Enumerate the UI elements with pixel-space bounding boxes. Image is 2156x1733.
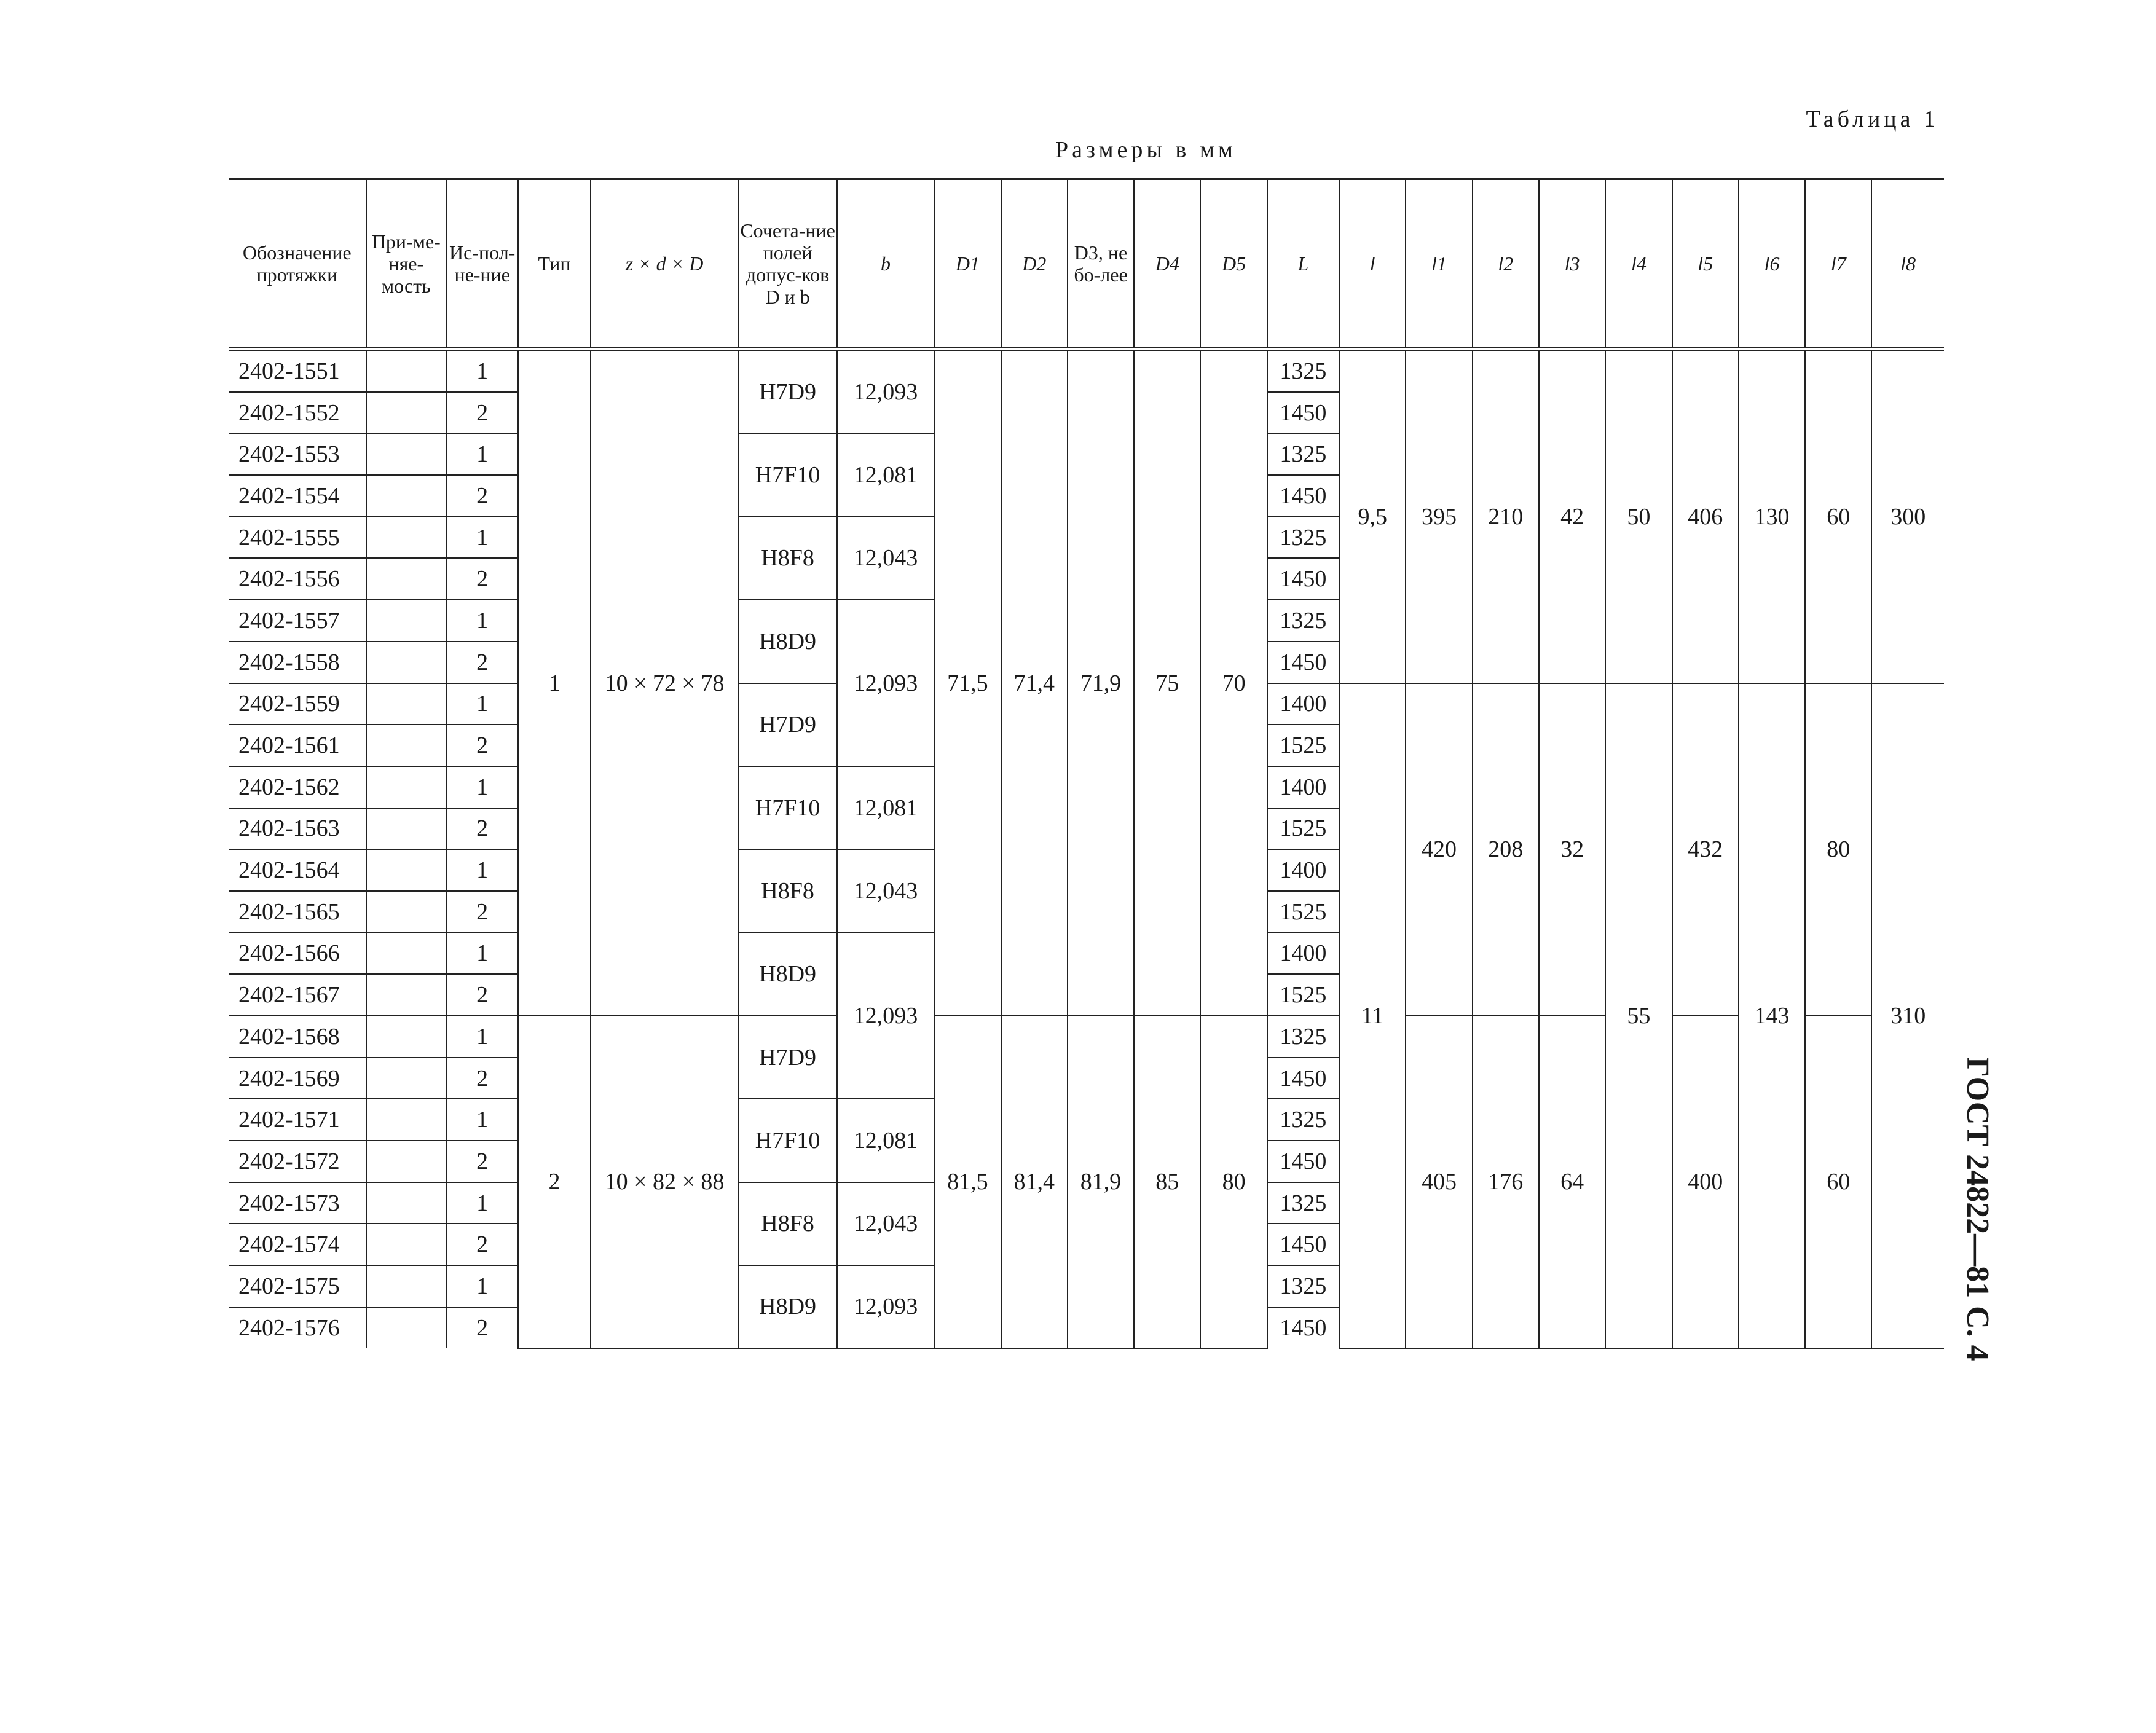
designation-cell: 2402-1571 xyxy=(229,1099,366,1141)
D3-cell: 71,9 xyxy=(1068,349,1134,1016)
header-applicability: При-ме-няе-мость xyxy=(366,179,446,350)
header-row xyxy=(229,179,1944,350)
fits-cell: H8D9 xyxy=(738,1265,836,1348)
l6-cell: 143 xyxy=(1739,683,1805,1348)
applicability-cell xyxy=(366,558,446,600)
zdD-cell: 10 × 82 × 88 xyxy=(591,1016,739,1348)
document-side-label: ГОСТ 24822—81 С. 4 xyxy=(1960,1057,1995,1361)
applicability-cell xyxy=(366,891,446,933)
b-cell: 12,093 xyxy=(837,600,934,766)
D3-cell: 81,9 xyxy=(1068,1016,1134,1348)
l1-cell: 420 xyxy=(1406,683,1472,1016)
b-cell: 12,081 xyxy=(837,766,934,849)
applicability-cell xyxy=(366,849,446,891)
D4-cell: 85 xyxy=(1134,1016,1200,1348)
version-cell: 2 xyxy=(446,558,518,600)
applicability-cell xyxy=(366,933,446,975)
designation-cell: 2402-1553 xyxy=(229,433,366,475)
l8-cell: 300 xyxy=(1871,349,1944,683)
header-l3: l3 xyxy=(1539,179,1605,350)
L-cell: 1525 xyxy=(1267,725,1339,766)
header-D1: D1 xyxy=(934,179,1001,350)
version-cell: 2 xyxy=(446,642,518,683)
header-l5: l5 xyxy=(1672,179,1739,350)
version-cell: 2 xyxy=(446,725,518,766)
applicability-cell xyxy=(366,642,446,683)
b-cell: 12,093 xyxy=(837,933,934,1099)
fits-cell: H7D9 xyxy=(738,1016,836,1099)
l1-cell: 405 xyxy=(1406,1016,1472,1348)
applicability-cell xyxy=(366,766,446,808)
D5-cell: 70 xyxy=(1200,349,1267,1016)
version-cell: 1 xyxy=(446,1016,518,1058)
designation-cell: 2402-1572 xyxy=(229,1141,366,1182)
fits-cell: H7F10 xyxy=(738,433,836,516)
L-cell: 1450 xyxy=(1267,1058,1339,1099)
l2-cell: 176 xyxy=(1473,1016,1539,1348)
version-cell: 1 xyxy=(446,600,518,642)
version-cell: 2 xyxy=(446,974,518,1016)
applicability-cell xyxy=(366,808,446,850)
fits-cell: H7F10 xyxy=(738,766,836,849)
l4-cell: 50 xyxy=(1605,349,1672,683)
L-cell: 1450 xyxy=(1267,392,1339,434)
type-cell: 1 xyxy=(518,349,590,1016)
l7-cell: 60 xyxy=(1805,349,1871,683)
b-cell: 12,043 xyxy=(837,849,934,932)
fits-cell: H7D9 xyxy=(738,683,836,766)
units-caption: Размеры в мм xyxy=(1055,137,1237,163)
fits-cell: H7D9 xyxy=(738,349,836,433)
applicability-cell xyxy=(366,600,446,642)
fits-cell: H8D9 xyxy=(738,600,836,683)
L-cell: 1400 xyxy=(1267,933,1339,975)
designation-cell: 2402-1574 xyxy=(229,1224,366,1265)
applicability-cell xyxy=(366,1016,446,1058)
b-cell: 12,093 xyxy=(837,1265,934,1348)
L-cell: 1325 xyxy=(1267,1182,1339,1224)
fits-cell: H8F8 xyxy=(738,517,836,600)
header-version: Ис-пол-не-ние xyxy=(446,179,518,350)
header-designation: Обозначение протяжки xyxy=(229,179,366,350)
l7-cell: 80 xyxy=(1805,683,1871,1016)
designation-cell: 2402-1555 xyxy=(229,517,366,559)
applicability-cell xyxy=(366,725,446,766)
b-cell: 12,081 xyxy=(837,433,934,516)
designation-cell: 2402-1561 xyxy=(229,725,366,766)
D2-cell: 71,4 xyxy=(1001,349,1068,1016)
D4-cell: 75 xyxy=(1134,349,1200,1016)
L-cell: 1450 xyxy=(1267,1307,1339,1348)
header-D5: D5 xyxy=(1200,179,1267,350)
L-cell: 1325 xyxy=(1267,517,1339,559)
version-cell: 2 xyxy=(446,475,518,517)
l-cell: 9,5 xyxy=(1339,349,1406,683)
b-cell: 12,043 xyxy=(837,517,934,600)
designation-cell: 2402-1566 xyxy=(229,933,366,975)
L-cell: 1450 xyxy=(1267,642,1339,683)
version-cell: 1 xyxy=(446,933,518,975)
designation-cell: 2402-1558 xyxy=(229,642,366,683)
designation-cell: 2402-1576 xyxy=(229,1307,366,1348)
applicability-cell xyxy=(366,517,446,559)
header-l8: l8 xyxy=(1871,179,1944,350)
L-cell: 1450 xyxy=(1267,558,1339,600)
applicability-cell xyxy=(366,1265,446,1307)
L-cell: 1325 xyxy=(1267,349,1339,392)
D1-cell: 81,5 xyxy=(934,1016,1001,1348)
designation-cell: 2402-1573 xyxy=(229,1182,366,1224)
designation-cell: 2402-1564 xyxy=(229,849,366,891)
designation-cell: 2402-1563 xyxy=(229,808,366,850)
header-type: Тип xyxy=(518,179,590,350)
header-fits: Сочета-ние полей допус-ков D и b xyxy=(738,179,836,350)
designation-cell: 2402-1565 xyxy=(229,891,366,933)
version-cell: 1 xyxy=(446,349,518,392)
table-row xyxy=(229,349,1944,392)
version-cell: 1 xyxy=(446,766,518,808)
l7-cell: 60 xyxy=(1805,1016,1871,1348)
header-zdD: z × d × D xyxy=(591,179,739,350)
L-cell: 1400 xyxy=(1267,683,1339,725)
version-cell: 1 xyxy=(446,849,518,891)
L-cell: 1525 xyxy=(1267,891,1339,933)
b-cell: 12,093 xyxy=(837,349,934,433)
designation-cell: 2402-1567 xyxy=(229,974,366,1016)
applicability-cell xyxy=(366,1141,446,1182)
designation-cell: 2402-1569 xyxy=(229,1058,366,1099)
table-caption: Таблица 1 xyxy=(1806,106,1939,132)
L-cell: 1325 xyxy=(1267,1016,1339,1058)
version-cell: 2 xyxy=(446,392,518,434)
version-cell: 2 xyxy=(446,1058,518,1099)
designation-cell: 2402-1568 xyxy=(229,1016,366,1058)
L-cell: 1525 xyxy=(1267,808,1339,850)
fits-cell: H8F8 xyxy=(738,849,836,932)
applicability-cell xyxy=(366,1099,446,1141)
fits-cell: H7F10 xyxy=(738,1099,836,1182)
b-cell: 12,081 xyxy=(837,1099,934,1182)
L-cell: 1450 xyxy=(1267,475,1339,517)
header-l: l xyxy=(1339,179,1406,350)
version-cell: 2 xyxy=(446,1307,518,1348)
designation-cell: 2402-1575 xyxy=(229,1265,366,1307)
version-cell: 1 xyxy=(446,1265,518,1307)
version-cell: 1 xyxy=(446,683,518,725)
applicability-cell xyxy=(366,1307,446,1348)
zdD-cell: 10 × 72 × 78 xyxy=(591,349,739,1016)
l3-cell: 64 xyxy=(1539,1016,1605,1348)
applicability-cell xyxy=(366,392,446,434)
l3-cell: 32 xyxy=(1539,683,1605,1016)
l8-cell: 310 xyxy=(1871,683,1944,1348)
L-cell: 1450 xyxy=(1267,1141,1339,1182)
L-cell: 1400 xyxy=(1267,766,1339,808)
L-cell: 1325 xyxy=(1267,433,1339,475)
version-cell: 2 xyxy=(446,808,518,850)
l3-cell: 42 xyxy=(1539,349,1605,683)
l5-cell: 432 xyxy=(1672,683,1739,1016)
type-cell: 2 xyxy=(518,1016,590,1348)
designation-cell: 2402-1557 xyxy=(229,600,366,642)
applicability-cell xyxy=(366,1182,446,1224)
applicability-cell xyxy=(366,974,446,1016)
designation-cell: 2402-1556 xyxy=(229,558,366,600)
l5-cell: 400 xyxy=(1672,1016,1739,1348)
D1-cell: 71,5 xyxy=(934,349,1001,1016)
applicability-cell xyxy=(366,433,446,475)
l4-cell: 55 xyxy=(1605,683,1672,1348)
applicability-cell xyxy=(366,1058,446,1099)
L-cell: 1400 xyxy=(1267,849,1339,891)
L-cell: 1325 xyxy=(1267,600,1339,642)
fits-cell: H8F8 xyxy=(738,1182,836,1265)
designation-cell: 2402-1559 xyxy=(229,683,366,725)
version-cell: 1 xyxy=(446,1182,518,1224)
D2-cell: 81,4 xyxy=(1001,1016,1068,1348)
applicability-cell xyxy=(366,349,446,392)
L-cell: 1525 xyxy=(1267,974,1339,1016)
broach-dimensions-table xyxy=(229,178,1944,1349)
version-cell: 2 xyxy=(446,1224,518,1265)
applicability-cell xyxy=(366,683,446,725)
applicability-cell xyxy=(366,475,446,517)
table-row xyxy=(229,1016,1944,1058)
L-cell: 1325 xyxy=(1267,1099,1339,1141)
header-l6: l6 xyxy=(1739,179,1805,350)
l-cell: 11 xyxy=(1339,683,1406,1348)
D5-cell: 80 xyxy=(1200,1016,1267,1348)
header-l1: l1 xyxy=(1406,179,1472,350)
designation-cell: 2402-1552 xyxy=(229,392,366,434)
header-D2: D2 xyxy=(1001,179,1068,350)
header-L: L xyxy=(1267,179,1339,350)
L-cell: 1325 xyxy=(1267,1265,1339,1307)
version-cell: 1 xyxy=(446,517,518,559)
header-D3: D3, не бо-лее xyxy=(1068,179,1134,350)
fits-cell: H8D9 xyxy=(738,933,836,1016)
l6-cell: 130 xyxy=(1739,349,1805,683)
l2-cell: 210 xyxy=(1473,349,1539,683)
l5-cell: 406 xyxy=(1672,349,1739,683)
l1-cell: 395 xyxy=(1406,349,1472,683)
designation-cell: 2402-1562 xyxy=(229,766,366,808)
version-cell: 1 xyxy=(446,433,518,475)
header-b: b xyxy=(837,179,934,350)
version-cell: 2 xyxy=(446,1141,518,1182)
header-l7: l7 xyxy=(1805,179,1871,350)
version-cell: 1 xyxy=(446,1099,518,1141)
b-cell: 12,043 xyxy=(837,1182,934,1265)
version-cell: 2 xyxy=(446,891,518,933)
L-cell: 1450 xyxy=(1267,1224,1339,1265)
designation-cell: 2402-1551 xyxy=(229,349,366,392)
applicability-cell xyxy=(366,1224,446,1265)
header-l2: l2 xyxy=(1473,179,1539,350)
designation-cell: 2402-1554 xyxy=(229,475,366,517)
header-D4: D4 xyxy=(1134,179,1200,350)
l2-cell: 208 xyxy=(1473,683,1539,1016)
header-l4: l4 xyxy=(1605,179,1672,350)
